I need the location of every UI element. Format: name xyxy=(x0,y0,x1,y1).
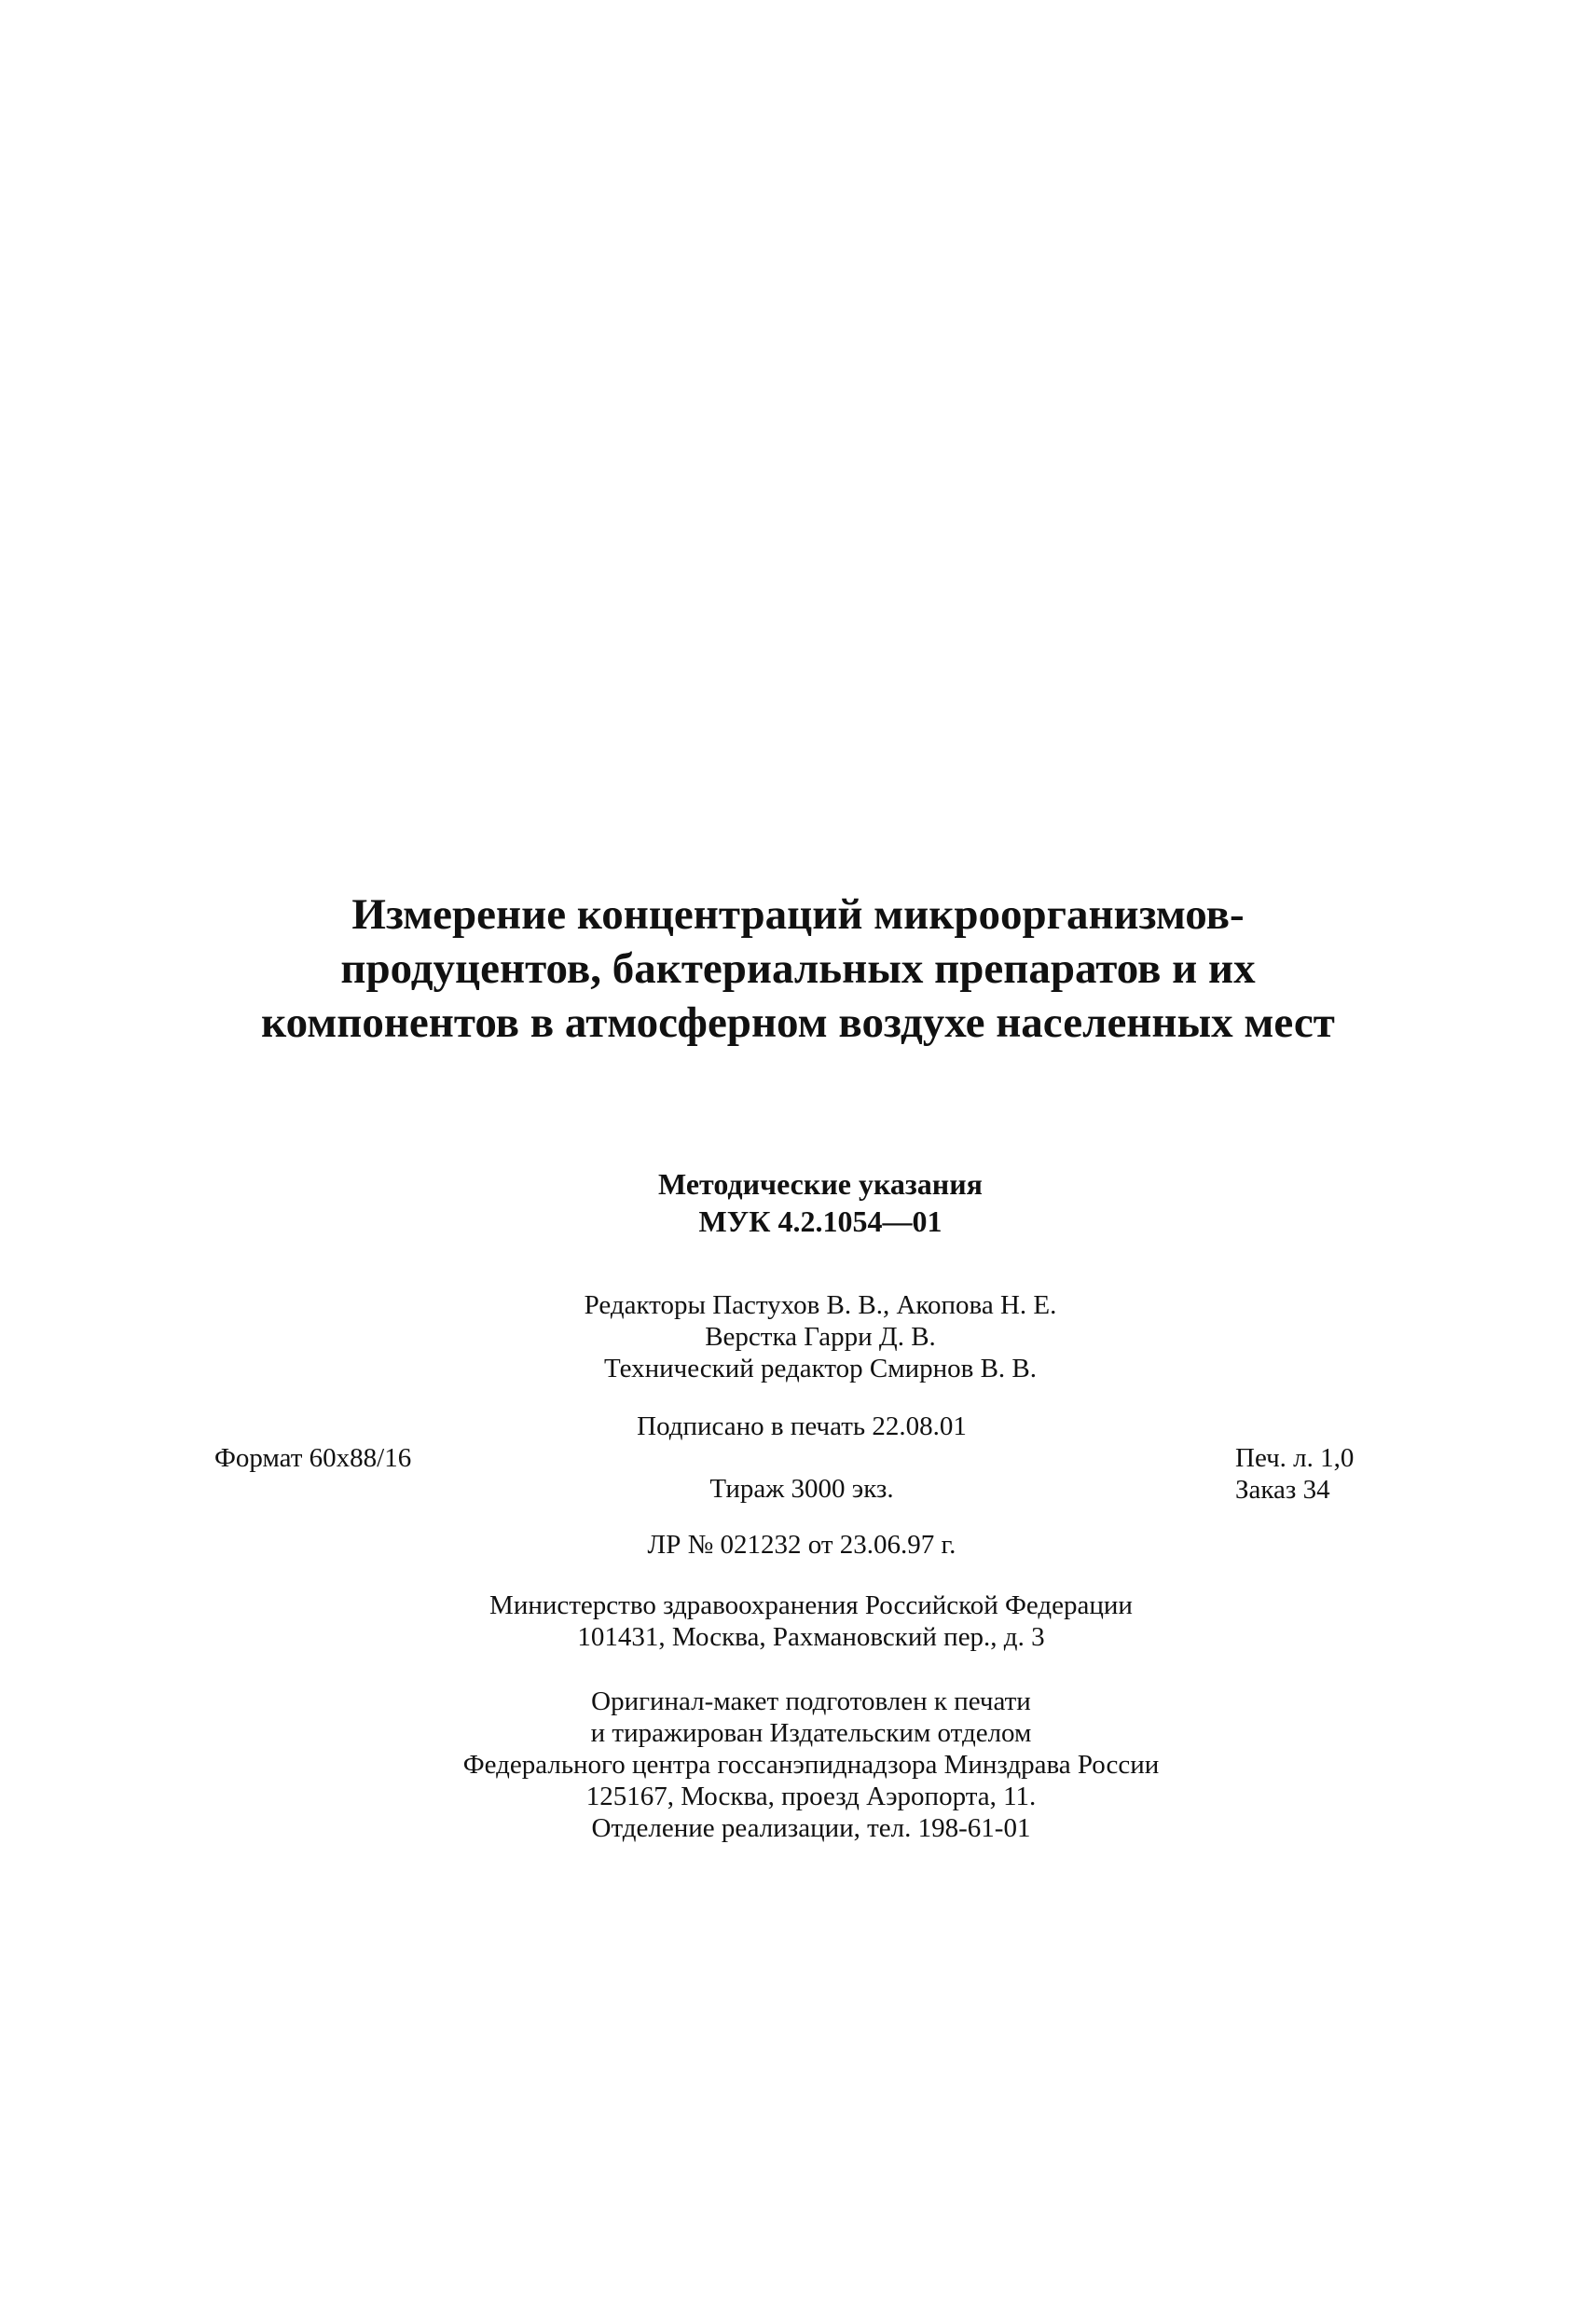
signed-to-print: Подписано в печать 22.08.01 xyxy=(637,1411,967,1441)
document-code: МУК 4.2.1054—01 xyxy=(698,1204,942,1238)
paper-format: Формат 60x88/16 xyxy=(214,1443,412,1473)
print-run: Тираж 3000 экз. xyxy=(709,1474,894,1504)
ministry-name: Министерство здравоохранения Российской Федерации xyxy=(489,1590,1133,1620)
document-type: Методические указания xyxy=(658,1167,983,1201)
technical-editor-line: Технический редактор Смирнов В. В. xyxy=(603,1354,1038,1383)
ministry-address xyxy=(373,1590,1249,1653)
license-number: ЛР № 021232 от 23.06.97 г. xyxy=(647,1530,956,1560)
publisher-line-3: Федерального центра госсанэпиднадзора Минздрава России xyxy=(462,1750,1160,1780)
printed-sheets: Печ. л. 1,0 xyxy=(1235,1443,1355,1473)
title-line-2: продуцентов, бактериальных препаратов и их xyxy=(340,944,1256,993)
print-sheets-order xyxy=(1235,1442,1354,1506)
document-title xyxy=(0,888,1596,1050)
title-line-1: Измерение концентраций микроорганизмов- xyxy=(351,890,1245,939)
order-number: Заказ 34 xyxy=(1235,1475,1330,1505)
publisher-line-1: Оригинал-макет подготовлен к печати xyxy=(591,1686,1031,1716)
layout-credit-line: Верстка Гарри Д. В. xyxy=(705,1322,936,1352)
document-subtitle xyxy=(569,1165,1072,1240)
publisher-address: 125167, Москва, проезд Аэропорта, 11. xyxy=(585,1782,1037,1811)
editors-credits xyxy=(503,1289,1137,1384)
ministry-postal-address: 101431, Москва, Рахмановский пер., д. 3 xyxy=(577,1622,1045,1652)
title-line-3: компонентов в атмосферном воздухе населенных мест xyxy=(261,998,1335,1047)
publisher-line-2: и тиражирован Издательским отделом xyxy=(590,1718,1032,1748)
sales-department-phone: Отделение реализации, тел. 198-61-01 xyxy=(591,1813,1031,1843)
editors-line: Редакторы Пастухов В. В., Акопова Н. Е. xyxy=(584,1290,1057,1320)
publisher-info xyxy=(354,1686,1268,1844)
